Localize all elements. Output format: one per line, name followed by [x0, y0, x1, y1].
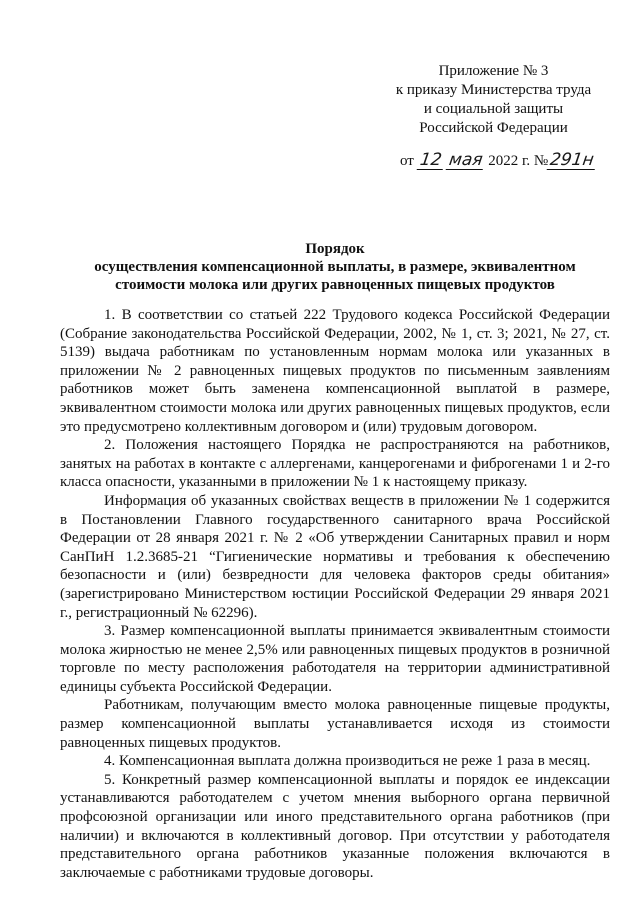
- title-heading: Порядок: [305, 241, 365, 257]
- appendix-header: [386, 62, 601, 138]
- appendix-line: Российской Федерации: [419, 120, 568, 136]
- date-prefix: от: [400, 153, 414, 169]
- paragraph: 4. Компенсационная выплата должна производиться не реже 1 раза в месяц.: [104, 753, 591, 770]
- paragraph: 3. Размер компенсационной выплаты принимается эквивалентным стоимости молока жирностью не менее 2,5% или равноценных пищевых продуктов в розничной торговле по месту расположения работодателя на территории административной единицы субъекта Российской Федерации.: [60, 623, 610, 695]
- paragraph: 5. Конкретный размер компенсационной выплаты и порядок ее индексации устанавливаются работодателем с учетом мнения выборного органа первичной профсоюзной организации или иного представительного органа работников (при наличии) и включаются в коллективный договор. При отсутствии у работодателя представительного органа работников указанные положения включаются в заключаемые с работниками трудовые договоры.: [60, 771, 610, 881]
- handwritten-day: 12: [418, 150, 443, 170]
- paragraph: 2. Положения настоящего Порядка не распространяются на работников, занятых на работах в контакте с аллергенами, канцерогенами и фиброгенами 1 и 2-го класса опасности, указанными в приложении № 1 к настоящему приказу.: [60, 437, 610, 491]
- date-year: 2022 г. №: [488, 153, 549, 169]
- handwritten-month: мая: [447, 150, 484, 170]
- order-date-line: [400, 150, 596, 172]
- document-title: [60, 240, 610, 294]
- appendix-line: и социальной защиты: [423, 101, 564, 117]
- document-body: [60, 306, 610, 882]
- appendix-line: к приказу Министерства труда: [395, 82, 592, 98]
- paragraph: Работникам, получающим вместо молока равноценные пищевые продукты, размер компенсационной выплаты устанавливается исходя из стоимости равноценных пищевых продуктов.: [60, 697, 610, 751]
- title-subheading: осуществления компенсационной выплаты, в размере, эквивалентном: [94, 259, 576, 275]
- title-subheading: стоимости молока или других равноценных пищевых продуктов: [115, 277, 555, 293]
- appendix-title: Приложение № 3: [438, 63, 549, 79]
- paragraph: 1. В соответствии со статьей 222 Трудового кодекса Российской Федерации (Собрание законодательства Российской Федерации, 2002, № 1, ст. 3; 2021, № 27, ст. 5139) выдача работникам по установленным нормам молока или указанных в приложении № 2 равноценных пищевых продуктов по письменным заявлениям работников может быть заменена компенсационной выплатой в размере, эквивалентном стоимости молока или других равноценных пищевых продуктов, если это предусмотрено коллективным договором и (или) трудовым договором.: [60, 307, 610, 435]
- paragraph: Информация об указанных свойствах веществ в приложении № 1 содержится в Постановлении Главного государственного санитарного врача Российской Федерации от 28 января 2021 г. № 2 «Об утверждении Санитарных правил и норм СанПиН 1.2.3685-21 “Гигиенические нормативы и требования к обеспечению безопасности и (или) безвредности для человека факторов среды обитания» (зарегистрировано Министерством юстиции Российской Федерации 29 января 2021 г., регистрационный № 62296).: [60, 492, 610, 621]
- handwritten-order-number: 291н: [548, 150, 596, 170]
